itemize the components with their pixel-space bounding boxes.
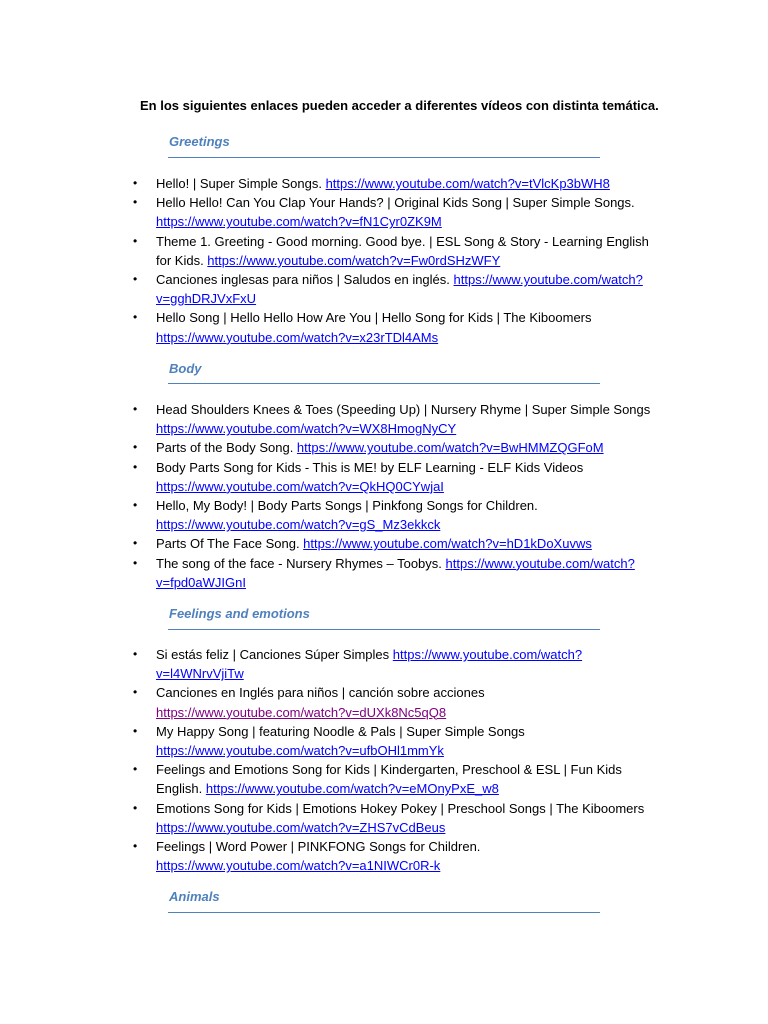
section-heading-feelings: Feelings and emotions [169, 606, 310, 621]
bullet-icon: • [133, 402, 138, 416]
video-title: Canciones en Inglés para niños | canción sobre acciones [156, 685, 485, 701]
link-list-body [0, 400, 666, 592]
video-title: Theme 1. Greeting - Good morning. Good bye. | ESL Song & Story - Learning English for Kids. [156, 233, 649, 268]
video-link[interactable]: https://www.youtube.com/watch?v=fN1Cyr0ZK9M [156, 214, 442, 230]
bullet-icon: • [133, 555, 138, 570]
video-link[interactable]: https://www.youtube.com/watch?v=l4WNrvVjiTw [156, 647, 583, 682]
list-item [0, 270, 666, 308]
video-link[interactable]: https://www.youtube.com/watch?v=eMOnyPxE_w8 [205, 781, 499, 797]
video-title: The song of the face - Nursery Rhymes – Toobys. [156, 555, 446, 571]
video-link[interactable]: https://www.youtube.com/watch?v=tVlcKp3bWH8 [325, 176, 610, 191]
section-heading-body: Body [169, 361, 202, 376]
video-link[interactable]: https://www.youtube.com/watch?v=gghDRJVxFxU [156, 272, 643, 307]
video-title: Hello, My Body! | Body Parts Songs | Pinkfong Songs for Children. [156, 498, 538, 514]
video-title: Si estás feliz | Canciones Súper Simples [156, 647, 393, 662]
bullet-icon: • [133, 685, 138, 700]
heading-divider [168, 383, 600, 384]
video-title: Canciones inglesas para niños | Saludos en inglés. [156, 272, 454, 288]
video-link[interactable]: https://www.youtube.com/watch?v=BwHMMZQGFoM [296, 440, 604, 456]
link-list-feelings [0, 645, 666, 875]
bullet-icon: • [133, 762, 138, 777]
video-link[interactable]: https://www.youtube.com/watch?v=WX8HmogNyCY [156, 421, 457, 437]
heading-divider [168, 629, 600, 630]
list-item [0, 799, 666, 837]
bullet-icon: • [133, 459, 138, 474]
video-title: Emotions Song for Kids | Emotions Hokey Pokey | Preschool Songs | The Kiboomers [156, 800, 645, 816]
video-title: Hello Song | Hello Hello How Are You | Hello Song for Kids | The Kiboomers [156, 310, 592, 326]
list-item [0, 683, 666, 721]
bullet-icon: • [133, 233, 138, 248]
video-link[interactable]: https://www.youtube.com/watch?v=fpd0aWJIGnI [156, 555, 635, 590]
list-item [0, 232, 666, 270]
video-title: Hello! | Super Simple Songs. [156, 176, 326, 191]
bullet-icon: • [133, 498, 138, 513]
list-item [0, 837, 666, 875]
video-link[interactable]: https://www.youtube.com/watch?v=Fw0rdSHzWFY [207, 252, 501, 268]
list-item [0, 760, 666, 798]
list-item [0, 458, 666, 496]
bullet-icon: • [133, 723, 138, 738]
video-link[interactable]: https://www.youtube.com/watch?v=dUXk8Nc5qQ8 [156, 704, 447, 720]
video-title: Head Shoulders Knees & Toes (Speeding Up) | Nursery Rhyme | Super Simple Songs [156, 402, 651, 417]
list-item [0, 193, 666, 231]
video-title: Feelings and Emotions Song for Kids | Kindergarten, Preschool & ESL | Fun Kids English. [156, 762, 622, 797]
list-item [0, 722, 666, 760]
list-item [0, 496, 666, 534]
bullet-icon: • [133, 195, 138, 210]
list-item [0, 645, 666, 683]
bullet-icon: • [133, 176, 138, 190]
bullet-icon: • [133, 272, 138, 287]
video-title: Feelings | Word Power | PINKFONG Songs for Children. [156, 839, 481, 855]
bullet-icon: • [133, 536, 138, 551]
video-link[interactable]: https://www.youtube.com/watch?v=x23rTDl4AMs [156, 329, 439, 345]
bullet-icon: • [133, 839, 138, 854]
bullet-icon: • [133, 440, 138, 455]
bullet-icon: • [133, 800, 138, 815]
video-title: Parts Of The Face Song. [156, 536, 304, 552]
link-list-greetings [0, 174, 666, 347]
video-link[interactable]: https://www.youtube.com/watch?v=ufbOHl1mmYk [156, 743, 444, 759]
intro-text: En los siguientes enlaces pueden acceder a diferentes vídeos con distinta temática. [140, 98, 659, 113]
list-item [0, 554, 666, 592]
bullet-icon: • [133, 310, 138, 325]
heading-divider [168, 157, 600, 158]
video-title: Hello Hello! Can You Clap Your Hands? | Original Kids Song | Super Simple Songs. [156, 195, 635, 211]
list-item [0, 308, 666, 346]
list-item [0, 174, 666, 193]
video-link[interactable]: https://www.youtube.com/watch?v=ZHS7vCdBeus [156, 819, 446, 835]
heading-divider [168, 912, 600, 913]
video-link[interactable]: https://www.youtube.com/watch?v=hD1kDoXuvws [303, 536, 592, 552]
video-link[interactable]: https://www.youtube.com/watch?v=QkHQ0CYwjaI [156, 478, 444, 494]
list-item [0, 438, 666, 457]
video-link[interactable]: https://www.youtube.com/watch?v=a1NIWCr0R-k [156, 858, 441, 874]
video-title: My Happy Song | featuring Noodle & Pals | Super Simple Songs [156, 723, 525, 739]
list-item [0, 400, 666, 438]
video-title: Parts of the Body Song. [156, 440, 297, 456]
section-heading-greetings: Greetings [169, 134, 230, 149]
video-link[interactable]: https://www.youtube.com/watch?v=gS_Mz3ekkck [156, 517, 441, 533]
list-item [0, 534, 666, 553]
section-heading-animals: Animals [169, 889, 220, 904]
bullet-icon: • [133, 647, 138, 661]
video-title: Body Parts Song for Kids - This is ME! by ELF Learning - ELF Kids Videos [156, 459, 584, 475]
